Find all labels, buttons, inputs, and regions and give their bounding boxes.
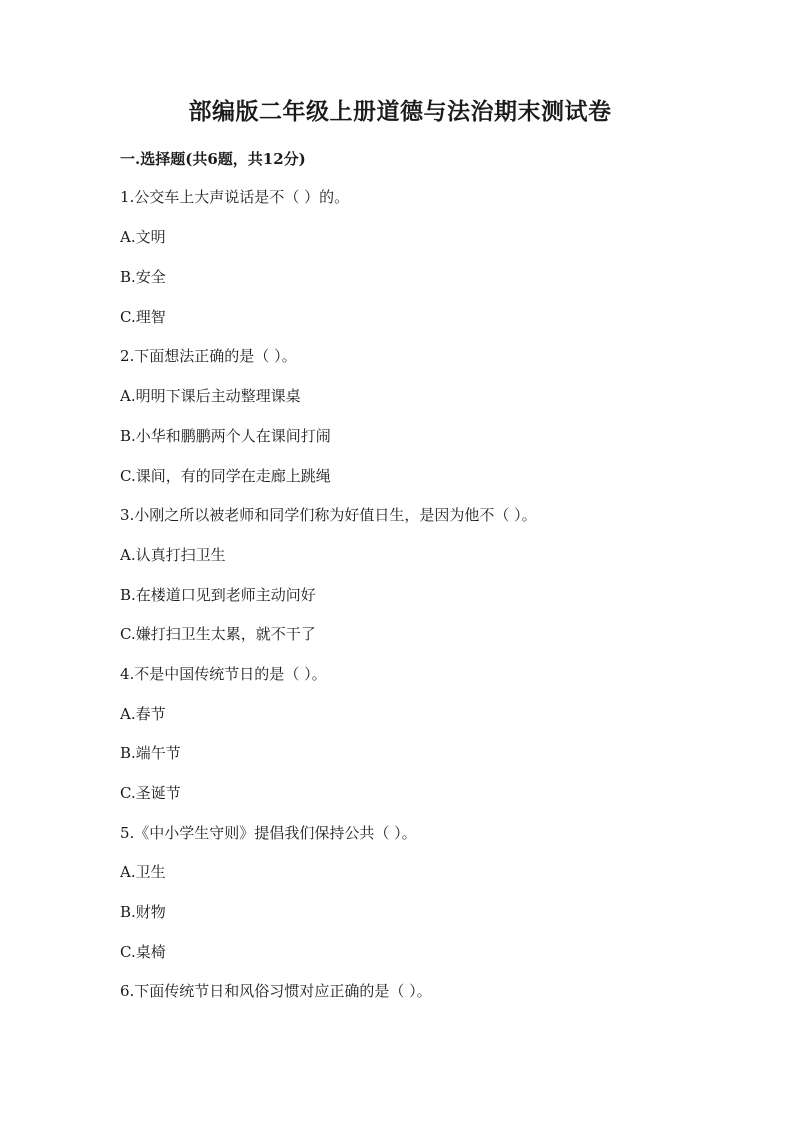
question-4-option-c: C.圣诞节 — [120, 784, 181, 802]
question-2-option-a: A.明明下课后主动整理课桌 — [120, 387, 301, 405]
question-5-option-b: B.财物 — [120, 903, 166, 921]
question-3-option-c: C.嫌打扫卫生太累，就不干了 — [120, 625, 316, 643]
question-4-option-b: B.端午节 — [120, 744, 181, 762]
question-3-option-a: A.认真打扫卫生 — [120, 546, 226, 564]
question-3-option-b: B.在楼道口见到老师主动问好 — [120, 586, 316, 604]
question-5-option-c: C.桌椅 — [120, 943, 166, 961]
question-2-option-b: B.小华和鹏鹏两个人在课间打闹 — [120, 427, 331, 445]
page-title: 部编版二年级上册道德与法治期末测试卷 — [188, 98, 612, 125]
question-4-option-a: A.春节 — [120, 705, 166, 723]
question-2-stem: 2.下面想法正确的是（ ）。 — [120, 347, 297, 365]
question-1-option-c: C.理智 — [120, 308, 166, 326]
question-3-stem: 3.小刚之所以被老师和同学们称为好值日生，是因为他不（ ）。 — [120, 506, 537, 524]
question-2-option-c: C.课间，有的同学在走廊上跳绳 — [120, 467, 331, 485]
question-5-stem: 5.《中小学生守则》提倡我们保持公共（ ）。 — [120, 824, 417, 842]
question-1-option-a: A.文明 — [120, 228, 166, 246]
question-5-option-a: A.卫生 — [120, 863, 166, 881]
section-header: 一.选择题(共6题，共12分) — [120, 150, 306, 168]
question-1-option-b: B.安全 — [120, 268, 166, 286]
question-4-stem: 4.不是中国传统节日的是（ ）。 — [120, 665, 327, 683]
question-1-stem: 1.公交车上大声说话是不（ ）的。 — [120, 188, 350, 206]
question-6-stem: 6.下面传统节日和风俗习惯对应正确的是（ ）。 — [120, 982, 432, 1000]
